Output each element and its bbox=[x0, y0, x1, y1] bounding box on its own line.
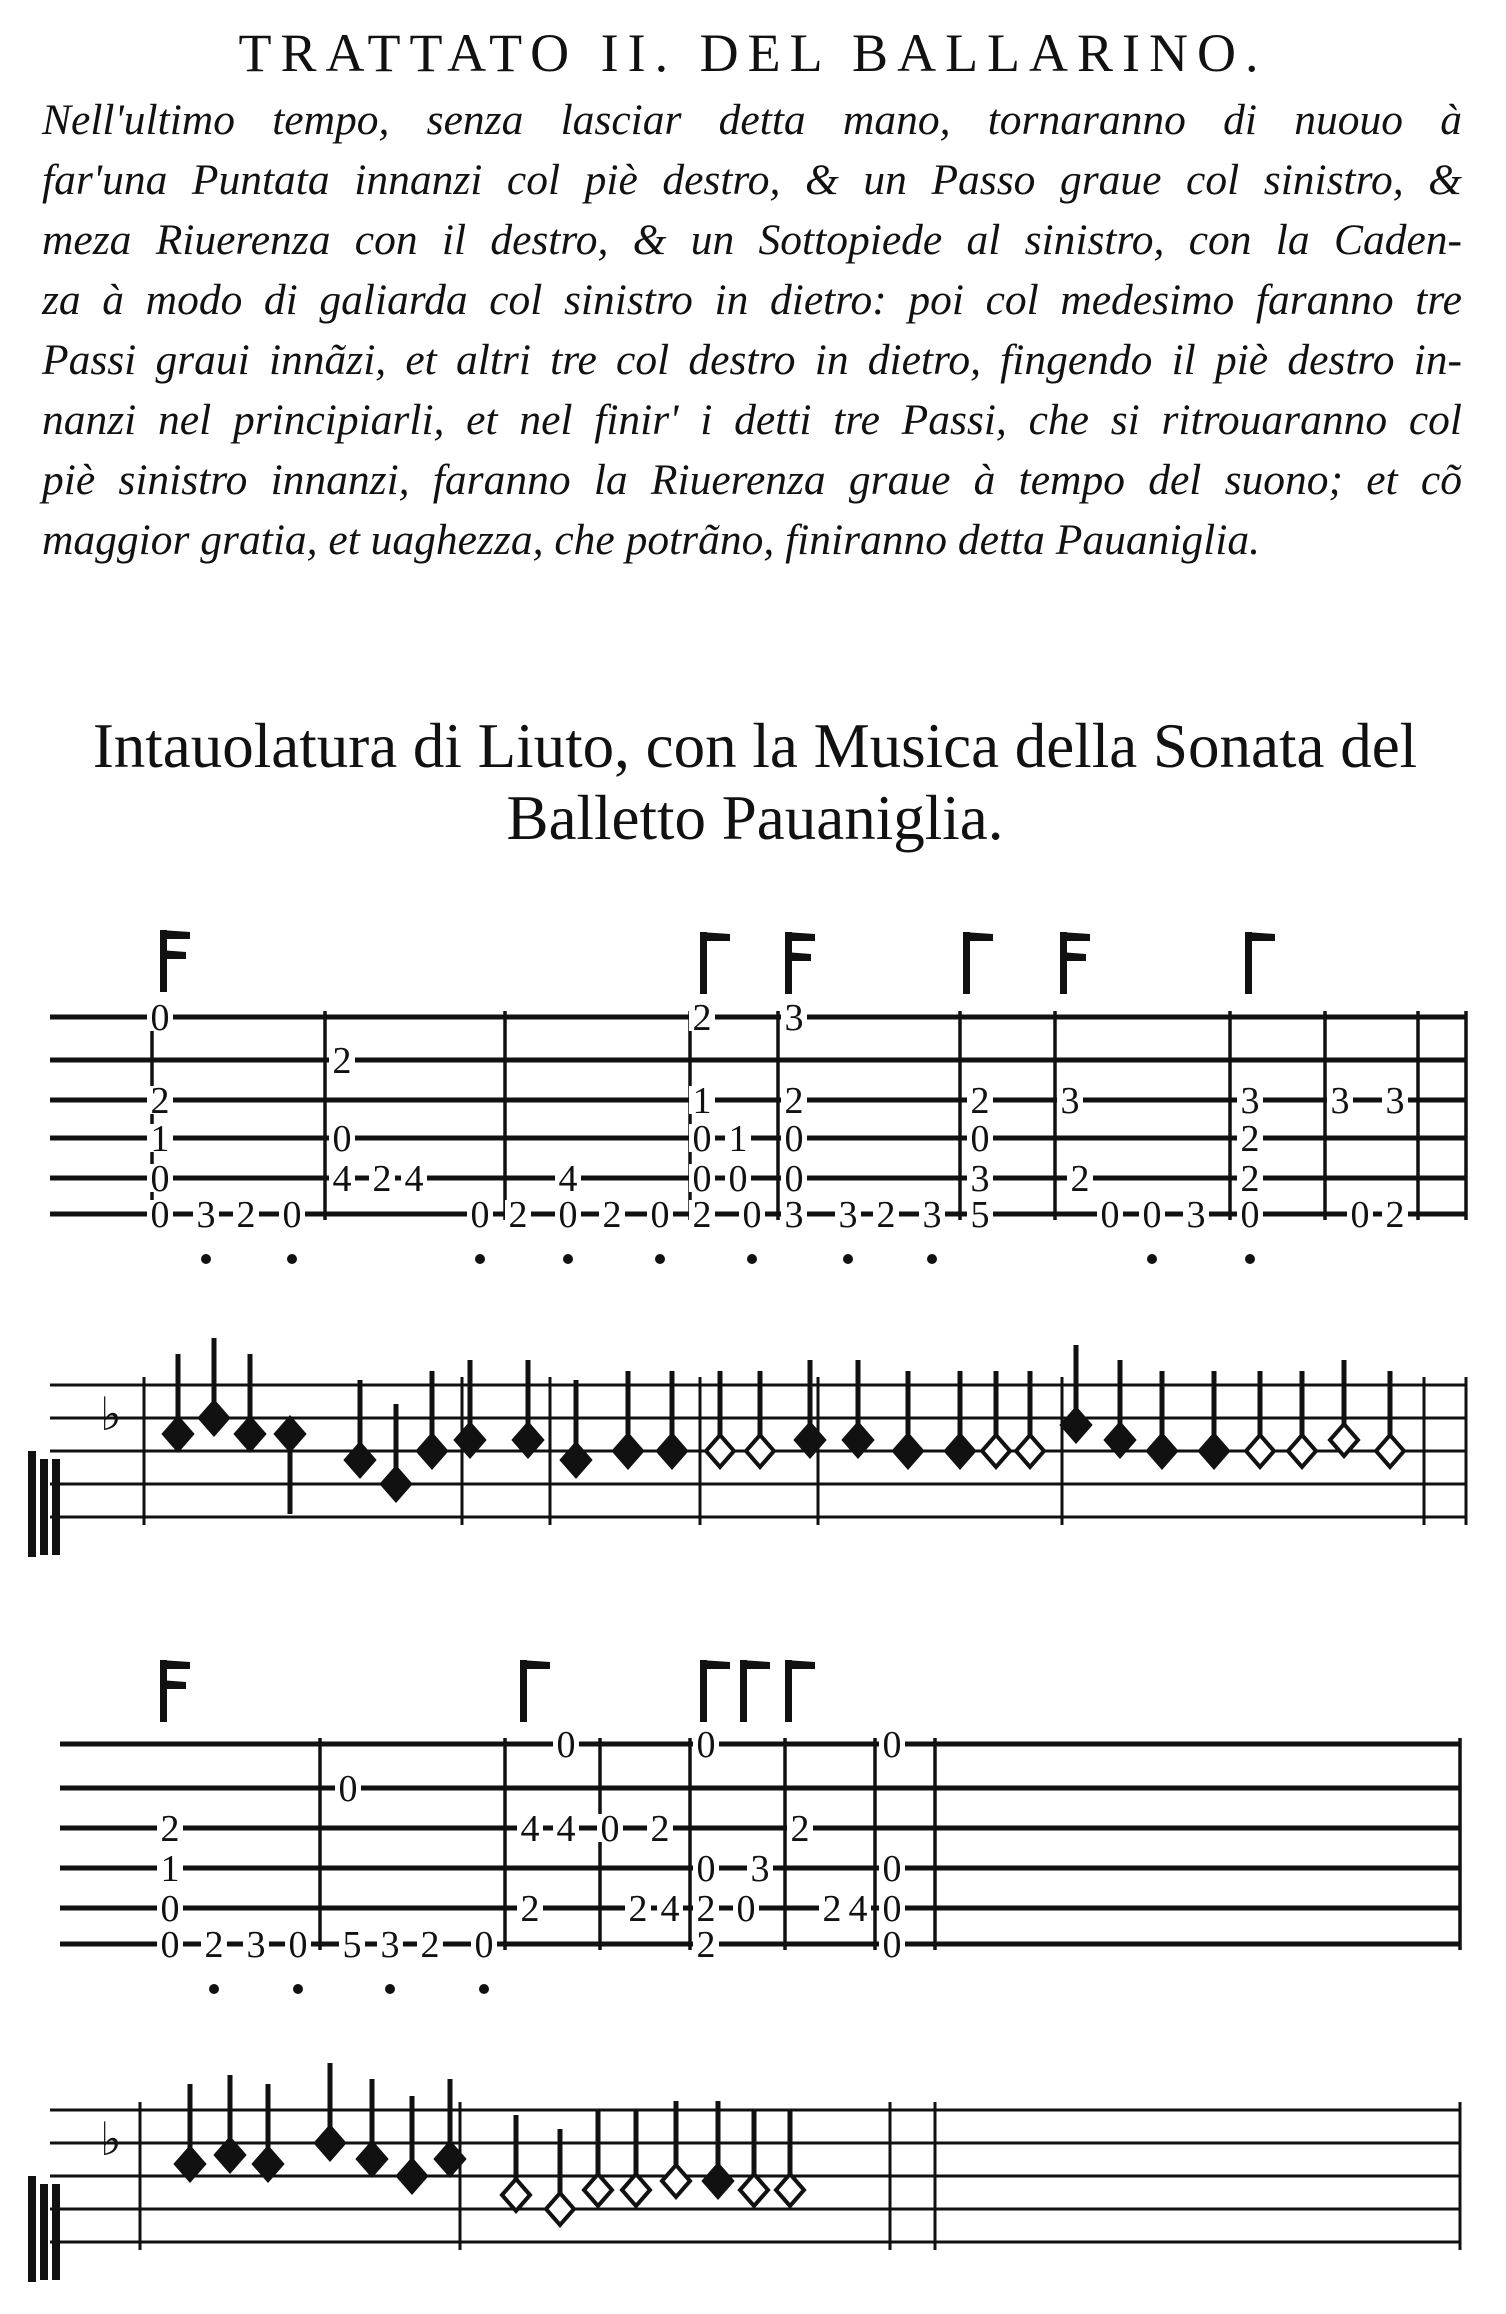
note-head bbox=[562, 1380, 590, 1476]
diamond-note-icon bbox=[1062, 1409, 1090, 1441]
tab-cipher: 3 bbox=[380, 1924, 400, 1966]
tab-cipher: 0 bbox=[742, 1194, 762, 1236]
tab-cipher: 4 bbox=[848, 1888, 868, 1930]
tab-cipher: 4 bbox=[520, 1808, 540, 1850]
tab-cipher: 0 bbox=[882, 1848, 902, 1890]
note-head bbox=[358, 2079, 386, 2175]
tab-cipher: 1 bbox=[150, 1118, 170, 1160]
tab-cipher: 3 bbox=[970, 1158, 990, 1200]
paragraph-line: za à modo di galiarda col sinistro in dietro: poi col medesimo faranno tre bbox=[42, 276, 1462, 324]
tab-cipher: 2 bbox=[332, 1040, 352, 1082]
note-head bbox=[740, 2110, 768, 2206]
diamond-note-icon bbox=[358, 2143, 386, 2175]
paragraph-line: maggior gratia, et uaghezza, che potrãno, finiranno detta Pauaniglia. bbox=[42, 516, 1260, 564]
fingering-dot bbox=[927, 1254, 937, 1264]
tab-cipher: 2 bbox=[520, 1888, 540, 1930]
note-head bbox=[456, 1360, 484, 1456]
diamond-note-icon bbox=[776, 2174, 804, 2206]
flag-stroke bbox=[963, 932, 993, 941]
tab-cipher: 3 bbox=[784, 997, 804, 1039]
tab-cipher: 2 bbox=[692, 997, 712, 1039]
diamond-note-icon bbox=[622, 2174, 650, 2206]
note-head bbox=[276, 1418, 304, 1514]
note-head bbox=[254, 2084, 282, 2180]
music-staff-system-1 bbox=[0, 1330, 1506, 1590]
rhythm-flag-icon bbox=[1060, 932, 1090, 994]
tab-cipher: 2 bbox=[1385, 1194, 1405, 1236]
tab-cipher: 2 bbox=[876, 1194, 896, 1236]
fingering-dot bbox=[293, 1984, 303, 1994]
tab-cipher: 2 bbox=[602, 1194, 622, 1236]
flag-stroke bbox=[160, 1660, 190, 1669]
paragraph-line: Passi graui innãzi, et altri tre col destro in dietro, fingendo il piè destro in- bbox=[42, 336, 1462, 384]
tab-cipher: 3 bbox=[1186, 1194, 1206, 1236]
rhythm-flag-icon bbox=[740, 1660, 770, 1722]
tab-cipher: 3 bbox=[750, 1848, 770, 1890]
diamond-note-icon bbox=[562, 1444, 590, 1476]
diamond-note-icon bbox=[1288, 1435, 1316, 1467]
diamond-note-icon bbox=[1016, 1435, 1044, 1467]
flag-stroke bbox=[160, 1680, 186, 1689]
diamond-note-icon bbox=[418, 1435, 446, 1467]
heading-line: Balletto Pauaniglia. bbox=[506, 783, 1004, 853]
tab-cipher: 0 bbox=[1240, 1194, 1260, 1236]
note-head bbox=[1330, 1360, 1358, 1456]
paragraph-line: Nell'ultimo tempo, senza lasciar detta mano, tornaranno di nuouo à bbox=[42, 96, 1462, 144]
note-head bbox=[796, 1360, 824, 1456]
rhythm-flag-icon bbox=[700, 1660, 730, 1722]
note-head bbox=[164, 1354, 192, 1450]
c-clef-icon bbox=[28, 2176, 60, 2282]
tab-cipher: 2 bbox=[236, 1194, 256, 1236]
flat-icon: ♭ bbox=[100, 1389, 122, 1440]
fingering-dot bbox=[287, 1254, 297, 1264]
note-head bbox=[176, 2084, 204, 2180]
flag-stroke bbox=[785, 952, 811, 961]
tab-cipher: 4 bbox=[558, 1158, 578, 1200]
flag-stroke bbox=[1060, 932, 1090, 941]
fingering-dot bbox=[479, 1984, 489, 1994]
tab-cipher: 3 bbox=[838, 1194, 858, 1236]
tab-cipher: 2 bbox=[372, 1158, 392, 1200]
diamond-note-icon bbox=[1376, 1435, 1404, 1467]
diamond-note-icon bbox=[614, 1435, 642, 1467]
clef-stroke bbox=[28, 2176, 36, 2282]
diamond-note-icon bbox=[1246, 1435, 1274, 1467]
tab-cipher: 4 bbox=[404, 1158, 424, 1200]
flag-stroke bbox=[160, 950, 186, 959]
diamond-note-icon bbox=[662, 2165, 690, 2197]
note-head bbox=[514, 1360, 542, 1456]
tab-cipher: 2 bbox=[508, 1194, 528, 1236]
paragraph-line: far'una Puntata innanzi col piè destro, & un Passo graue col sinistro, & bbox=[42, 156, 1462, 204]
tab-cipher: 0 bbox=[150, 997, 170, 1039]
rhythm-flag-icon bbox=[785, 1660, 815, 1722]
rhythm-flag-icon bbox=[520, 1660, 550, 1722]
tab-cipher: 2 bbox=[628, 1888, 648, 1930]
flag-stem bbox=[1060, 932, 1067, 994]
tab-cipher: 2 bbox=[1240, 1118, 1260, 1160]
tab-cipher: 2 bbox=[970, 1080, 990, 1122]
note-head bbox=[216, 2075, 244, 2171]
diamond-note-icon bbox=[658, 1435, 686, 1467]
diamond-note-icon bbox=[1200, 1435, 1228, 1467]
tab-cipher: 0 bbox=[650, 1194, 670, 1236]
tab-cipher: 0 bbox=[600, 1808, 620, 1850]
note-head bbox=[704, 2101, 732, 2197]
tab-cipher: 0 bbox=[728, 1158, 748, 1200]
tab-cipher: 0 bbox=[882, 1724, 902, 1766]
tab-cipher: 2 bbox=[150, 1080, 170, 1122]
tab-cipher: 2 bbox=[1240, 1158, 1260, 1200]
tab-cipher: 0 bbox=[882, 1888, 902, 1930]
clef-stroke bbox=[40, 1459, 48, 1555]
fingering-dot bbox=[475, 1254, 485, 1264]
note-head bbox=[776, 2110, 804, 2206]
diamond-note-icon bbox=[982, 1435, 1010, 1467]
tab-cipher: 0 bbox=[696, 1848, 716, 1890]
tab-cipher: 3 bbox=[1060, 1080, 1080, 1122]
tab-cipher: 3 bbox=[196, 1194, 216, 1236]
flag-stroke bbox=[1245, 932, 1275, 941]
lute-tablature-system-1 bbox=[0, 910, 1506, 1290]
flag-stem bbox=[785, 1660, 792, 1722]
flag-stem bbox=[1245, 932, 1252, 994]
diamond-note-icon bbox=[200, 1402, 228, 1434]
paragraph-line: piè sinistro innanzi, faranno la Riuerenza graue à tempo del suono; et cõ bbox=[42, 456, 1462, 504]
note-head bbox=[1106, 1360, 1134, 1456]
tab-cipher: 0 bbox=[784, 1118, 804, 1160]
fingering-dot bbox=[843, 1254, 853, 1264]
paragraph-line: meza Riuerenza con il destro, & un Sottopiede al sinistro, con la Caden- bbox=[42, 216, 1462, 264]
section-heading bbox=[30, 710, 1480, 854]
note-head bbox=[1062, 1345, 1090, 1441]
flag-stem bbox=[700, 932, 707, 994]
tab-cipher: 0 bbox=[556, 1724, 576, 1766]
diamond-note-icon bbox=[276, 1418, 304, 1450]
tab-cipher: 0 bbox=[692, 1158, 712, 1200]
flag-stem bbox=[785, 932, 792, 994]
tab-cipher: 4 bbox=[660, 1888, 680, 1930]
tab-cipher: 4 bbox=[556, 1808, 576, 1850]
tab-cipher: 2 bbox=[822, 1888, 842, 1930]
tab-cipher: 3 bbox=[246, 1924, 266, 1966]
tab-cipher: 2 bbox=[420, 1924, 440, 1966]
tab-cipher: 0 bbox=[970, 1118, 990, 1160]
tab-cipher: 0 bbox=[470, 1194, 490, 1236]
note-head bbox=[662, 2101, 690, 2197]
rhythm-flag-icon bbox=[700, 932, 730, 994]
diamond-note-icon bbox=[706, 1435, 734, 1467]
diamond-note-icon bbox=[746, 1435, 774, 1467]
tab-cipher: 1 bbox=[692, 1080, 712, 1122]
fingering-dot bbox=[563, 1254, 573, 1264]
fingering-dot bbox=[655, 1254, 665, 1264]
tab-cipher: 0 bbox=[474, 1924, 494, 1966]
diamond-note-icon bbox=[316, 2127, 344, 2159]
tab-cipher: 0 bbox=[282, 1194, 302, 1236]
diamond-note-icon bbox=[502, 2179, 530, 2211]
tab-cipher: 0 bbox=[338, 1768, 358, 1810]
clef-stroke bbox=[28, 1451, 36, 1557]
diamond-note-icon bbox=[1148, 1435, 1176, 1467]
tab-cipher: 1 bbox=[160, 1848, 180, 1890]
tab-cipher: 2 bbox=[204, 1924, 224, 1966]
tab-cipher: 2 bbox=[696, 1888, 716, 1930]
note-head bbox=[844, 1360, 872, 1456]
tab-cipher: 0 bbox=[1350, 1194, 1370, 1236]
fingering-dot bbox=[1245, 1254, 1255, 1264]
flag-stem bbox=[963, 932, 970, 994]
tab-cipher: 0 bbox=[160, 1924, 180, 1966]
diamond-note-icon bbox=[946, 1435, 974, 1467]
diamond-note-icon bbox=[398, 2160, 426, 2192]
flag-stroke bbox=[1060, 952, 1086, 961]
diamond-note-icon bbox=[704, 2165, 732, 2197]
tab-cipher: 3 bbox=[922, 1194, 942, 1236]
tab-cipher: 2 bbox=[784, 1080, 804, 1122]
flag-stem bbox=[700, 1660, 707, 1722]
diamond-note-icon bbox=[740, 2174, 768, 2206]
flag-stroke bbox=[700, 1660, 730, 1669]
flat-icon: ♭ bbox=[100, 2114, 122, 2165]
tab-cipher: 2 bbox=[160, 1808, 180, 1850]
diamond-note-icon bbox=[236, 1418, 264, 1450]
c-clef-icon bbox=[28, 1451, 60, 1557]
rhythm-flag-icon bbox=[785, 932, 815, 994]
lute-tablature-system-2 bbox=[0, 1640, 1506, 2020]
diamond-note-icon bbox=[546, 2193, 574, 2225]
tab-cipher: 0 bbox=[288, 1924, 308, 1966]
tab-cipher: 5 bbox=[970, 1194, 990, 1236]
flag-stem bbox=[160, 1660, 167, 1722]
tab-cipher: 2 bbox=[696, 1924, 716, 1966]
tab-cipher: 0 bbox=[1100, 1194, 1120, 1236]
note-head bbox=[346, 1380, 374, 1476]
note-head bbox=[236, 1354, 264, 1450]
tab-cipher: 0 bbox=[882, 1924, 902, 1966]
flag-stroke bbox=[785, 1660, 815, 1669]
diamond-note-icon bbox=[164, 1418, 192, 1450]
note-head bbox=[502, 2115, 530, 2211]
tab-cipher: 2 bbox=[1070, 1158, 1090, 1200]
tab-cipher: 3 bbox=[1330, 1080, 1350, 1122]
rhythm-flag-icon bbox=[160, 1660, 190, 1722]
flag-stroke bbox=[160, 930, 190, 939]
tab-cipher: 3 bbox=[784, 1194, 804, 1236]
clef-stroke bbox=[40, 2184, 48, 2280]
fingering-dot bbox=[201, 1254, 211, 1264]
tab-cipher: 2 bbox=[650, 1808, 670, 1850]
tab-cipher: 3 bbox=[1240, 1080, 1260, 1122]
note-head bbox=[622, 2110, 650, 2206]
tab-cipher: 0 bbox=[784, 1158, 804, 1200]
tab-cipher: 0 bbox=[150, 1194, 170, 1236]
tab-cipher: 0 bbox=[160, 1888, 180, 1930]
flag-stroke bbox=[740, 1660, 770, 1669]
running-head: TRATTATO II. DEL BALLARINO. bbox=[238, 23, 1268, 83]
tab-cipher: 5 bbox=[342, 1924, 362, 1966]
rhythm-flag-icon bbox=[1245, 932, 1275, 994]
music-staff-system-2 bbox=[0, 2060, 1506, 2314]
tab-cipher: 0 bbox=[736, 1888, 756, 1930]
fingering-dot bbox=[209, 1984, 219, 1994]
tab-cipher: 0 bbox=[150, 1158, 170, 1200]
clef-stroke bbox=[52, 2184, 60, 2280]
paragraph-line: nanzi nel principiarli, et nel finir' i detti tre Passi, che si ritrouaranno col bbox=[42, 396, 1462, 444]
diamond-note-icon bbox=[584, 2174, 612, 2206]
clef-stroke bbox=[52, 1459, 60, 1555]
diamond-note-icon bbox=[346, 1444, 374, 1476]
tab-cipher: 0 bbox=[1142, 1194, 1162, 1236]
note-head bbox=[584, 2110, 612, 2206]
rhythm-flag-icon bbox=[963, 932, 993, 994]
tab-cipher: 3 bbox=[1385, 1080, 1405, 1122]
fingering-dot bbox=[385, 1984, 395, 1994]
tab-cipher: 4 bbox=[332, 1158, 352, 1200]
flag-stem bbox=[160, 930, 167, 992]
tab-cipher: 0 bbox=[696, 1724, 716, 1766]
tab-cipher: 0 bbox=[558, 1194, 578, 1236]
fingering-dot bbox=[747, 1254, 757, 1264]
flag-stroke bbox=[700, 932, 730, 941]
flag-stroke bbox=[520, 1660, 550, 1669]
body-paragraph bbox=[42, 90, 1462, 570]
tab-cipher: 0 bbox=[692, 1118, 712, 1160]
flag-stem bbox=[740, 1660, 747, 1722]
tab-cipher: 1 bbox=[728, 1118, 748, 1160]
diamond-note-icon bbox=[382, 1468, 410, 1500]
heading-line: Intauolatura di Liuto, con la Musica della Sonata del bbox=[92, 711, 1418, 781]
tab-cipher: 0 bbox=[332, 1118, 352, 1160]
tab-cipher: 2 bbox=[790, 1808, 810, 1850]
tab-cipher: 2 bbox=[692, 1194, 712, 1236]
flag-stem bbox=[520, 1660, 527, 1722]
rhythm-flag-icon bbox=[160, 930, 190, 992]
diamond-note-icon bbox=[894, 1435, 922, 1467]
flag-stroke bbox=[785, 932, 815, 941]
fingering-dot bbox=[1147, 1254, 1157, 1264]
